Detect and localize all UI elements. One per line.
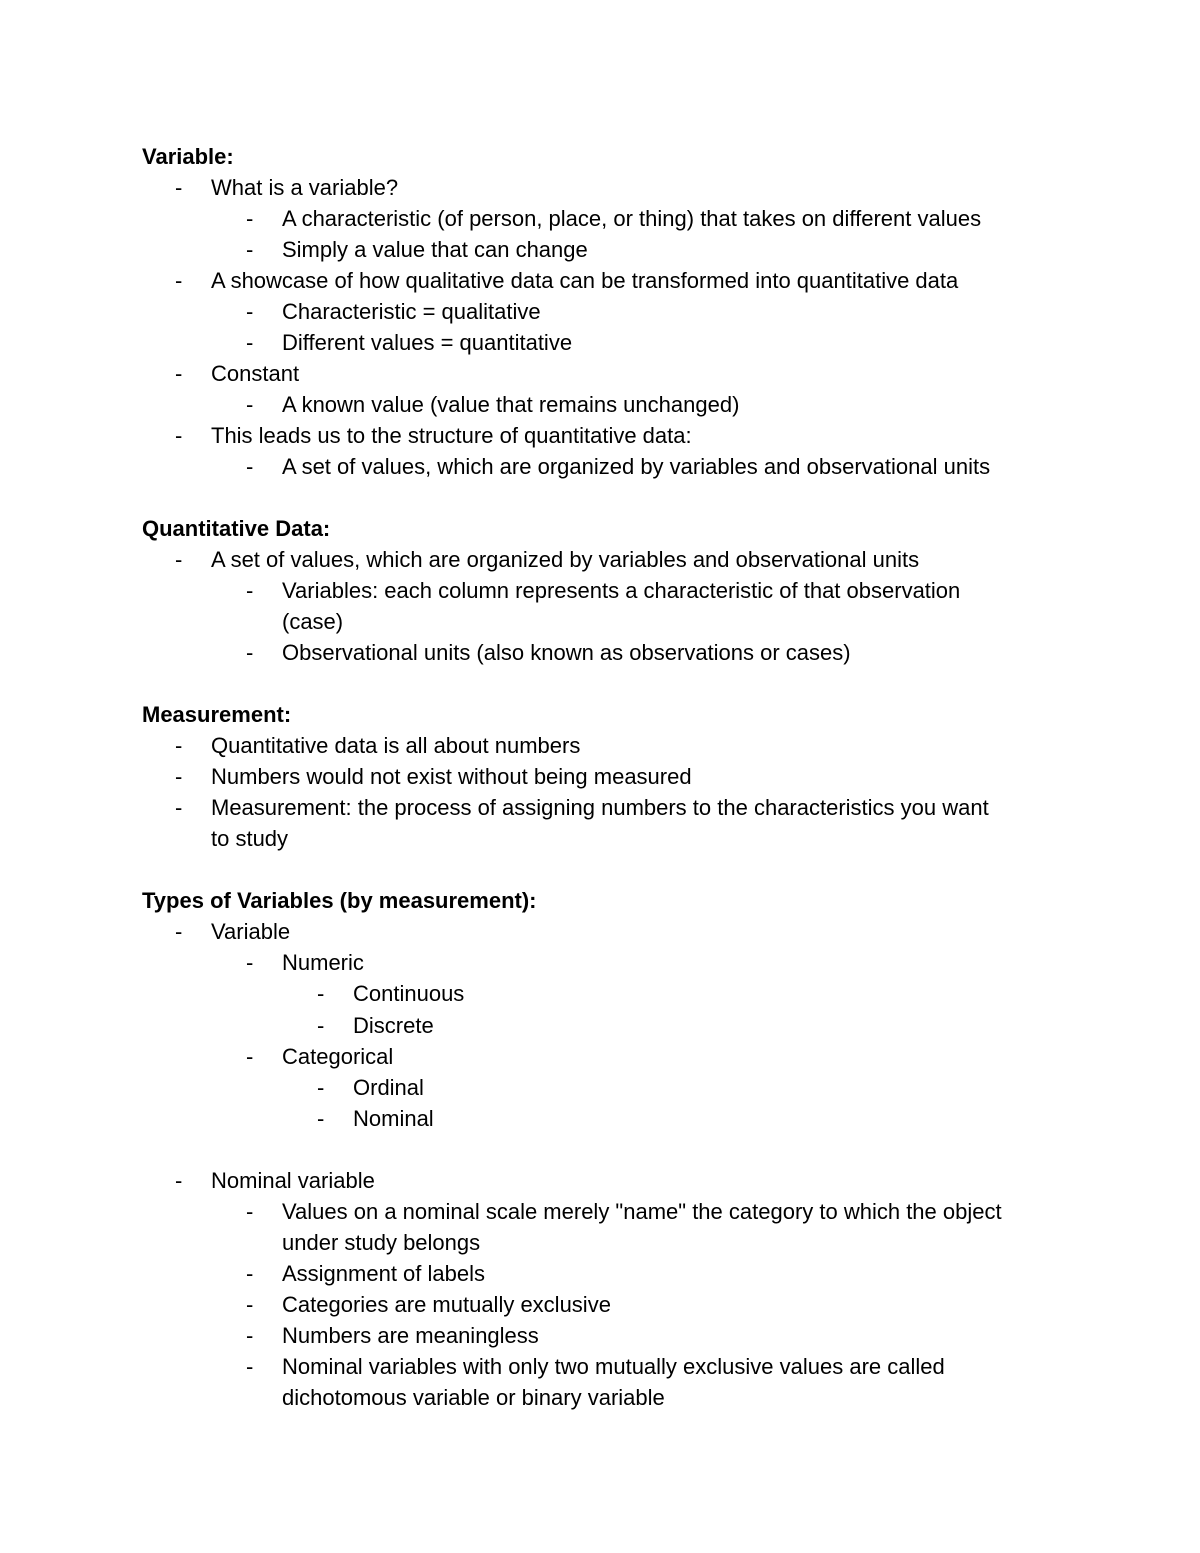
list-item-text: Numbers are meaningless [282, 1323, 539, 1348]
list-item-text: A set of values, which are organized by variables and observational units [282, 454, 991, 479]
bullet-dash: - [175, 175, 183, 200]
list-item-text-continued: under study belongs [282, 1230, 481, 1255]
bullet-dash: - [175, 547, 183, 572]
list-item-text: Variable [211, 919, 291, 944]
list-item-text: Quantitative data is all about numbers [211, 733, 581, 758]
list-item-text: Continuous [353, 981, 465, 1006]
bullet-dash: - [175, 764, 183, 789]
list-item-text-continued: dichotomous variable or binary variable [282, 1385, 665, 1410]
list-item-text: Nominal variable [211, 1168, 375, 1193]
bullet-dash: - [175, 1168, 183, 1193]
list-item-text: A set of values, which are organized by variables and observational units [211, 547, 920, 572]
bullet-dash: - [317, 1106, 325, 1131]
bullet-dash: - [246, 1044, 254, 1069]
bullet-dash: - [246, 237, 254, 262]
list-item-text: Ordinal [353, 1075, 424, 1100]
list-item-text: Measurement: the process of assigning numbers to the characteristics you want [211, 795, 989, 820]
bullet-dash: - [317, 1075, 325, 1100]
bullet-dash: - [175, 795, 183, 820]
section-heading-types-of-variables: Types of Variables (by measurement): [142, 888, 537, 913]
section-heading-measurement: Measurement: [142, 702, 292, 727]
list-item-text: This leads us to the structure of quantitative data: [211, 423, 692, 448]
bullet-dash: - [246, 1199, 254, 1224]
list-item-text: Characteristic = qualitative [282, 299, 541, 324]
bullet-dash: - [246, 640, 254, 665]
bullet-dash: - [175, 268, 183, 293]
list-item-text: Nominal [353, 1106, 434, 1131]
list-item-text: A known value (value that remains unchanged) [282, 392, 740, 417]
list-item-text: Different values = quantitative [282, 330, 573, 355]
bullet-dash: - [246, 206, 254, 231]
list-item-text: Numeric [282, 950, 364, 975]
bullet-dash: - [246, 454, 254, 479]
bullet-dash: - [175, 361, 183, 386]
list-item-text: Discrete [353, 1013, 434, 1038]
bullet-dash: - [246, 330, 254, 355]
list-item-text: Categorical [282, 1044, 394, 1069]
bullet-dash: - [175, 423, 183, 448]
bullet-dash: - [175, 733, 183, 758]
list-item-text: A characteristic (of person, place, or thing) that takes on different values [282, 206, 982, 231]
list-item-text: Observational units (also known as observations or cases) [282, 640, 851, 665]
bullet-dash: - [246, 1354, 254, 1379]
list-item-text-continued: (case) [282, 609, 344, 634]
list-item-text: Numbers would not exist without being measured [211, 764, 692, 789]
bullet-dash: - [246, 1292, 254, 1317]
list-item-text: Nominal variables with only two mutually exclusive values are called [282, 1354, 945, 1379]
bullet-dash: - [175, 919, 183, 944]
section-heading-variable: Variable: [142, 144, 234, 169]
bullet-dash: - [317, 1013, 325, 1038]
list-item-text: What is a variable? [211, 175, 399, 200]
bullet-dash: - [246, 950, 254, 975]
list-item-text: Categories are mutually exclusive [282, 1292, 611, 1317]
bullet-dash: - [246, 392, 254, 417]
list-item-text: A showcase of how qualitative data can be transformed into quantitative data [211, 268, 959, 293]
list-item-text-continued: to study [211, 826, 289, 851]
bullet-dash: - [246, 1323, 254, 1348]
bullet-dash: - [246, 299, 254, 324]
list-item-text: Values on a nominal scale merely "name" the category to which the object [282, 1199, 1002, 1224]
list-item-text: Simply a value that can change [282, 237, 588, 262]
bullet-dash: - [246, 1261, 254, 1286]
list-item-text: Assignment of labels [282, 1261, 485, 1286]
bullet-dash: - [246, 578, 254, 603]
section-heading-quantitative-data: Quantitative Data: [142, 516, 331, 541]
list-item-text: Constant [211, 361, 300, 386]
bullet-dash: - [317, 981, 325, 1006]
list-item-text: Variables: each column represents a characteristic of that observation [282, 578, 961, 603]
